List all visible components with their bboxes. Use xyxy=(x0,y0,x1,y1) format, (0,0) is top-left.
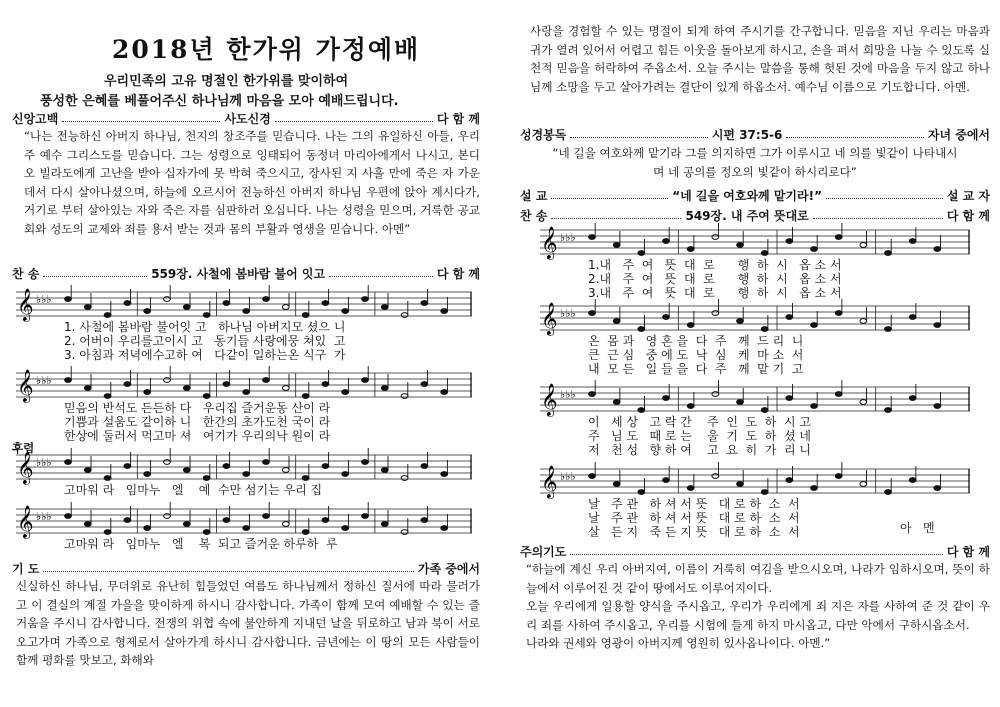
music-staff xyxy=(16,289,472,319)
note-head-icon xyxy=(322,301,329,306)
note-head-icon xyxy=(687,486,694,491)
note-head-icon xyxy=(687,247,694,252)
note-head-icon xyxy=(362,514,369,519)
note-head-icon xyxy=(421,382,428,387)
note-head-icon xyxy=(124,464,131,469)
staff-system xyxy=(16,370,472,404)
note-head-icon xyxy=(381,468,388,473)
lyric-line: 큰 근 심 중 에 도 낙 심 케 마 소 서 xyxy=(588,348,804,362)
key-signature-flats-icon: ♭♭♭ xyxy=(560,231,576,244)
key-signature-flats-icon: ♭♭♭ xyxy=(560,470,576,483)
note-head-icon xyxy=(909,239,916,244)
note-head-icon xyxy=(223,301,230,306)
key-signature-flats-icon: ♭♭♭ xyxy=(36,510,52,523)
dot-leader xyxy=(43,571,413,572)
note-head-icon xyxy=(65,514,72,519)
lyric-line: 믿음의 반석도 든든하 다 우리집 즐거운동 산이 라 xyxy=(64,401,331,415)
note-head-icon xyxy=(638,327,645,332)
lyric-line: 이 세 상 고 락 간 주 인 도 하 시 고 xyxy=(588,415,812,429)
note-head-icon xyxy=(441,309,448,314)
dot-leader xyxy=(551,218,681,219)
note-head-icon xyxy=(885,327,892,332)
note-head-icon xyxy=(860,243,867,248)
music-staff xyxy=(540,303,970,333)
note-head-icon xyxy=(362,297,369,302)
note-head-icon xyxy=(104,394,111,399)
hymn2-item: 549장. 내 주여 뜻대로 xyxy=(685,209,809,223)
lyric-line: 1.내 주 여 뜻 대 로 행 하 시 옵 소 서 xyxy=(588,258,842,272)
note-head-icon xyxy=(183,305,190,310)
note-head-icon xyxy=(282,386,289,391)
note-head-icon xyxy=(84,386,91,391)
note-head-icon xyxy=(712,392,719,397)
music-staff xyxy=(16,506,472,536)
key-signature-flats-icon: ♭♭♭ xyxy=(560,388,576,401)
note-head-icon xyxy=(84,522,91,527)
note-head-icon xyxy=(761,327,768,332)
staff-system xyxy=(540,303,970,337)
note-head-icon xyxy=(124,518,131,523)
note-head-icon xyxy=(263,460,270,465)
treble-clef-icon: 𝄞 xyxy=(17,505,34,538)
note-head-icon xyxy=(786,239,793,244)
note-head-icon xyxy=(663,315,670,320)
note-head-icon xyxy=(104,530,111,535)
note-head-icon xyxy=(362,460,369,465)
hymn1-who: 다 함 께 xyxy=(436,267,481,281)
note-head-icon xyxy=(663,239,670,244)
note-head-icon xyxy=(663,478,670,483)
note-head-icon xyxy=(243,390,250,395)
sermon-heading xyxy=(520,187,990,204)
prayer-who: 가족 중에서 xyxy=(417,562,480,576)
note-head-icon xyxy=(164,378,171,383)
treble-clef-icon: 𝄞 xyxy=(541,465,558,498)
note-head-icon xyxy=(322,382,329,387)
dot-leader xyxy=(570,554,942,555)
staff-system xyxy=(16,506,472,540)
note-head-icon xyxy=(203,394,210,399)
note-head-icon xyxy=(421,464,428,469)
note-head-icon xyxy=(712,235,719,240)
lyric-line: 주 님 도 때 로 는 울 기 도 하 셨 네 xyxy=(588,429,812,443)
note-head-icon xyxy=(243,526,250,531)
note-head-icon xyxy=(282,305,289,310)
lords-prayer-paragraph-1: “하늘에 계신 우리 아버지여, 이름이 거룩히 여김을 받으시오며, 나라가 임하시오며, 뜻이 하늘에서 이루어진 것 같이 땅에서도 이루어지이다. xyxy=(526,562,990,595)
note-head-icon xyxy=(835,474,842,479)
lyric-line: 한상에 둘러서 먹고마 셔 여기가 우리의낙 원이 라 xyxy=(64,429,331,443)
reading-heading xyxy=(520,126,990,143)
note-head-icon xyxy=(441,390,448,395)
note-head-icon xyxy=(144,390,151,395)
note-head-icon xyxy=(104,313,111,318)
hymn2-who: 다 함 께 xyxy=(946,209,990,223)
lyric-line: 온 몸 과 영 혼 을 다 주 께 드 리 니 xyxy=(588,334,804,348)
note-head-icon xyxy=(401,313,408,318)
note-head-icon xyxy=(737,243,744,248)
note-head-icon xyxy=(441,526,448,531)
note-head-icon xyxy=(342,472,349,477)
key-signature-flats-icon: ♭♭♭ xyxy=(36,456,52,469)
music-staff xyxy=(540,227,970,257)
note-head-icon xyxy=(203,476,210,481)
note-head-icon xyxy=(263,378,270,383)
key-signature-flats-icon: ♭♭♭ xyxy=(36,293,52,306)
lyric-line: 2.내 주 여 뜻 대 로 행 하 시 옵 소 서 xyxy=(588,272,842,286)
dot-leader xyxy=(329,276,433,277)
note-head-icon xyxy=(811,323,818,328)
note-head-icon xyxy=(786,396,793,401)
note-head-icon xyxy=(589,235,596,240)
note-head-icon xyxy=(302,313,309,318)
dot-leader xyxy=(43,276,147,277)
note-head-icon xyxy=(263,514,270,519)
note-head-icon xyxy=(589,311,596,316)
note-head-icon xyxy=(687,323,694,328)
note-head-icon xyxy=(381,305,388,310)
note-head-icon xyxy=(441,472,448,477)
dot-leader xyxy=(551,198,668,199)
note-head-icon xyxy=(613,319,620,324)
note-head-icon xyxy=(401,530,408,535)
reading-item: 시편 37:5-6 xyxy=(711,128,783,142)
note-head-icon xyxy=(934,247,941,252)
lords-prayer-paragraph-3: 나라와 권세와 영광이 아버지께 영원히 있사옵나이다. 아멘.” xyxy=(526,636,831,650)
creed-heading xyxy=(12,110,480,127)
prayer-label: 기 도 xyxy=(12,562,40,576)
creed-text: “나는 전능하신 아버지 하나님, 천지의 창조주를 믿습니다. 나는 그의 유일하신 아들, 우리 주 예수 그리스도를 믿습니다. 그는 성령으로 잉태되어 동정녀 마리아에게서 나시고, 본디오 빌라도에게 고난을 받아 십자가에 못 박혀 죽으시고, 장사된 지 사흘 만에 죽은 자 가운데서 다시 살아나셨으며, 하늘에 오르시어 전능하신 아버지 하나님 우편에 앉아 계시다가, 거기로 부터 살아있는 자와 죽은 자를 심판하러 오십니다. 나는 성령을 믿으며, 거룩한 공교회와 성도의 교제와 죄를 용서 받는 것과 몸의 부활과 영생을 믿습니다. 아멘” xyxy=(24,129,480,236)
note-head-icon xyxy=(144,526,151,531)
note-head-icon xyxy=(860,319,867,324)
note-head-icon xyxy=(934,323,941,328)
note-head-icon xyxy=(421,518,428,523)
lyric-line: 1. 사철에 봄바람 불어잇 고 하나님 아버지모 셨으 니 xyxy=(64,320,346,334)
note-head-icon xyxy=(835,392,842,397)
note-head-icon xyxy=(381,522,388,527)
note-head-icon xyxy=(362,378,369,383)
note-head-icon xyxy=(183,386,190,391)
note-head-icon xyxy=(223,464,230,469)
note-head-icon xyxy=(381,386,388,391)
note-head-icon xyxy=(786,315,793,320)
note-head-icon xyxy=(183,522,190,527)
staff-system xyxy=(16,289,472,323)
note-head-icon xyxy=(322,464,329,469)
music-staff xyxy=(16,452,472,482)
note-head-icon xyxy=(421,301,428,306)
note-head-icon xyxy=(124,301,131,306)
intro-line-1: 우리민족의 고유 명절인 한가위를 맞이하여 xyxy=(104,74,349,89)
note-head-icon xyxy=(860,482,867,487)
hymn1-label: 찬 송 xyxy=(12,267,40,281)
note-head-icon xyxy=(737,400,744,405)
sermon-label: 설 교 xyxy=(520,189,548,203)
note-head-icon xyxy=(885,408,892,413)
note-head-icon xyxy=(613,243,620,248)
prayer-heading xyxy=(12,560,480,577)
lyric-line: 고마워 라 임마누 엘 예 수만 섬기는 우리 집 xyxy=(64,483,323,497)
note-head-icon xyxy=(909,315,916,320)
staff-system xyxy=(540,466,970,500)
note-head-icon xyxy=(589,392,596,397)
note-head-icon xyxy=(65,297,72,302)
dot-leader xyxy=(826,198,943,199)
amen-text: 아 멘 xyxy=(900,521,935,535)
music-staff xyxy=(16,370,472,400)
creed-label: 신앙고백 xyxy=(12,112,59,126)
note-head-icon xyxy=(712,311,719,316)
note-head-icon xyxy=(282,522,289,527)
note-head-icon xyxy=(183,468,190,473)
hymn1-item: 559장. 사철에 봄바람 불어 잇고 xyxy=(151,267,326,281)
note-head-icon xyxy=(342,309,349,314)
note-head-icon xyxy=(811,247,818,252)
music-staff xyxy=(540,384,970,414)
treble-clef-icon: 𝄞 xyxy=(541,226,558,259)
reading-text: “네 길을 여호와께 맡기라 그를 의지하면 그가 이루시고 네 의를 빛같이 나타내시며 네 공의를 정오의 빛같이 하시리로다” xyxy=(552,146,958,179)
lyric-line: 살 든 지 죽 든 지 뜻 대 로 하 소 서 xyxy=(588,525,800,539)
note-head-icon xyxy=(84,305,91,310)
note-head-icon xyxy=(589,474,596,479)
staff-system xyxy=(16,452,472,486)
note-head-icon xyxy=(223,382,230,387)
note-head-icon xyxy=(401,476,408,481)
staff-system xyxy=(540,384,970,418)
intro-line-2: 풍성한 은혜를 베풀어주신 하나님께 마음을 모아 예배드립니다. xyxy=(40,94,399,109)
note-head-icon xyxy=(687,404,694,409)
note-head-icon xyxy=(786,478,793,483)
note-head-icon xyxy=(302,530,309,535)
lyric-line: 3. 아침과 저녁에수고하 여 다같이 일하는온 식구 가 xyxy=(64,348,346,362)
note-head-icon xyxy=(761,251,768,256)
note-head-icon xyxy=(243,472,250,477)
lords-prayer-who: 다 함 께 xyxy=(946,545,990,559)
note-head-icon xyxy=(835,311,842,316)
note-head-icon xyxy=(164,297,171,302)
note-head-icon xyxy=(613,400,620,405)
dot-leader xyxy=(62,121,220,122)
note-head-icon xyxy=(737,482,744,487)
lords-prayer-heading xyxy=(520,543,990,560)
creed-who: 다 함 께 xyxy=(436,112,481,126)
note-head-icon xyxy=(144,472,151,477)
note-head-icon xyxy=(934,404,941,409)
reading-who: 자녀 중에서 xyxy=(927,128,990,142)
dot-leader xyxy=(786,137,923,138)
note-head-icon xyxy=(342,526,349,531)
lyric-line: 내 모 든 일 들 을 다 주 께 맡 기 고 xyxy=(588,362,804,376)
note-head-icon xyxy=(885,251,892,256)
note-head-icon xyxy=(934,486,941,491)
note-head-icon xyxy=(104,476,111,481)
note-head-icon xyxy=(144,309,151,314)
note-head-icon xyxy=(860,400,867,405)
note-head-icon xyxy=(263,297,270,302)
note-head-icon xyxy=(322,518,329,523)
hymn1-heading xyxy=(12,265,480,282)
creed-item: 사도신경 xyxy=(224,112,271,126)
note-head-icon xyxy=(302,394,309,399)
note-head-icon xyxy=(811,486,818,491)
note-head-icon xyxy=(302,476,309,481)
note-head-icon xyxy=(243,309,250,314)
note-head-icon xyxy=(663,396,670,401)
lyric-line: 기쁨과 설움도 같이하 니 한간의 초가도천 국이 라 xyxy=(64,415,331,429)
prayer-text-continued: 사랑을 경험할 수 있는 명절이 되게 하여 주시기를 간구합니다. 믿음을 지닌 우리는 마음과 귀가 열려 있어서 어렵고 힘든 이웃을 돌아보게 하시고, 손을 펴서 희망을 나눌 수 있도록 실천적 믿음을 허락하여 주옵소서. 오늘 주시는 말씀을 통해 헛된 것에 마음을 두지 않고 하나님께 소망을 두고 살아가려는 결단이 있게 하옵소서. 예수님 이름으로 기도합니다. 아멘. xyxy=(530,24,990,94)
reading-label: 성경봉독 xyxy=(520,128,567,142)
hymn2-heading xyxy=(520,207,990,224)
treble-clef-icon: 𝄞 xyxy=(17,451,34,484)
note-head-icon xyxy=(65,460,72,465)
lords-prayer-text xyxy=(520,560,990,653)
note-head-icon xyxy=(203,530,210,535)
dot-leader xyxy=(275,121,433,122)
note-head-icon xyxy=(638,490,645,495)
key-signature-flats-icon: ♭♭♭ xyxy=(560,307,576,320)
note-head-icon xyxy=(761,408,768,413)
lyric-line: 고마워 라 임마누 엘 복 되고 즐거운 하루하 루 xyxy=(64,537,338,551)
lyric-line: 저 천 성 향 하 여 고 요 히 가 리 니 xyxy=(588,443,812,457)
staff-system xyxy=(540,227,970,261)
chorus-label: 후렴 xyxy=(12,441,35,455)
prayer-text: 신실하신 하나님, 무더위로 유난히 힘들었던 여름도 하나님께서 정하신 질서에 따라 물러가고 이 결실의 계절 가을을 맞이하게 하시니 감사합니다. 가족이 함께 모여 예배할 수 있는 즐거움을 주시니 감사합니다. 전쟁의 위협 속에 불안하게 지내던 날을 뒤로하고 남과 북이 서로 오고가며 가족으로 형제로서 살아가게 하시니 감사합니다. 금년에는 이 땅의 모든 사람들이 함께 평화를 맛보고, 화해와 xyxy=(16,579,480,667)
dot-leader xyxy=(813,218,943,219)
note-head-icon xyxy=(909,396,916,401)
sermon-item: “네 길을 여호와께 맡기라!” xyxy=(672,189,822,203)
note-head-icon xyxy=(712,474,719,479)
key-signature-flats-icon: ♭♭♭ xyxy=(36,374,52,387)
lyric-line: 3.내 주 여 뜻 대 로 행 하 시 옵 소 서 xyxy=(588,286,842,300)
note-head-icon xyxy=(164,514,171,519)
note-head-icon xyxy=(282,468,289,473)
lyric-line: 날 주 관 하 셔 서 뜻 대 로 하 소 서 xyxy=(588,511,800,525)
note-head-icon xyxy=(811,404,818,409)
note-head-icon xyxy=(164,460,171,465)
treble-clef-icon: 𝄞 xyxy=(541,302,558,335)
page-title: 2018년 한가위 가정예배 xyxy=(112,35,421,64)
note-head-icon xyxy=(909,478,916,483)
music-staff xyxy=(540,466,970,496)
note-head-icon xyxy=(761,490,768,495)
sermon-who: 설 교 자 xyxy=(946,189,990,203)
note-head-icon xyxy=(638,251,645,256)
note-head-icon xyxy=(613,482,620,487)
hymn2-label: 찬 송 xyxy=(520,209,548,223)
treble-clef-icon: 𝄞 xyxy=(541,383,558,416)
lyric-line: 날 주 관 하 셔 서 뜻 대 로 하 소 서 xyxy=(588,497,800,511)
note-head-icon xyxy=(203,313,210,318)
note-head-icon xyxy=(638,408,645,413)
note-head-icon xyxy=(84,468,91,473)
treble-clef-icon: 𝄞 xyxy=(17,288,34,321)
note-head-icon xyxy=(737,319,744,324)
lords-prayer-label: 주의기도 xyxy=(520,545,567,559)
note-head-icon xyxy=(342,390,349,395)
note-head-icon xyxy=(65,378,72,383)
treble-clef-icon: 𝄞 xyxy=(17,369,34,402)
lyric-line: 2. 어버이 우리를고이시 고 동기들 사랑에뭉 쳐있 고 xyxy=(64,334,346,348)
note-head-icon xyxy=(885,490,892,495)
lords-prayer-paragraph-2: 오늘 우리에게 일용할 양식을 주시옵고, 우리가 우리에게 죄 지은 자를 사하여 준 것 같이 우리 죄를 사하여 주시옵고, 우리를 시험에 들게 하지 마시옵고, 다만 악에서 구하시옵소서. xyxy=(526,599,990,632)
note-head-icon xyxy=(401,394,408,399)
note-head-icon xyxy=(223,518,230,523)
dot-leader xyxy=(570,137,707,138)
note-head-icon xyxy=(835,235,842,240)
note-head-icon xyxy=(124,382,131,387)
